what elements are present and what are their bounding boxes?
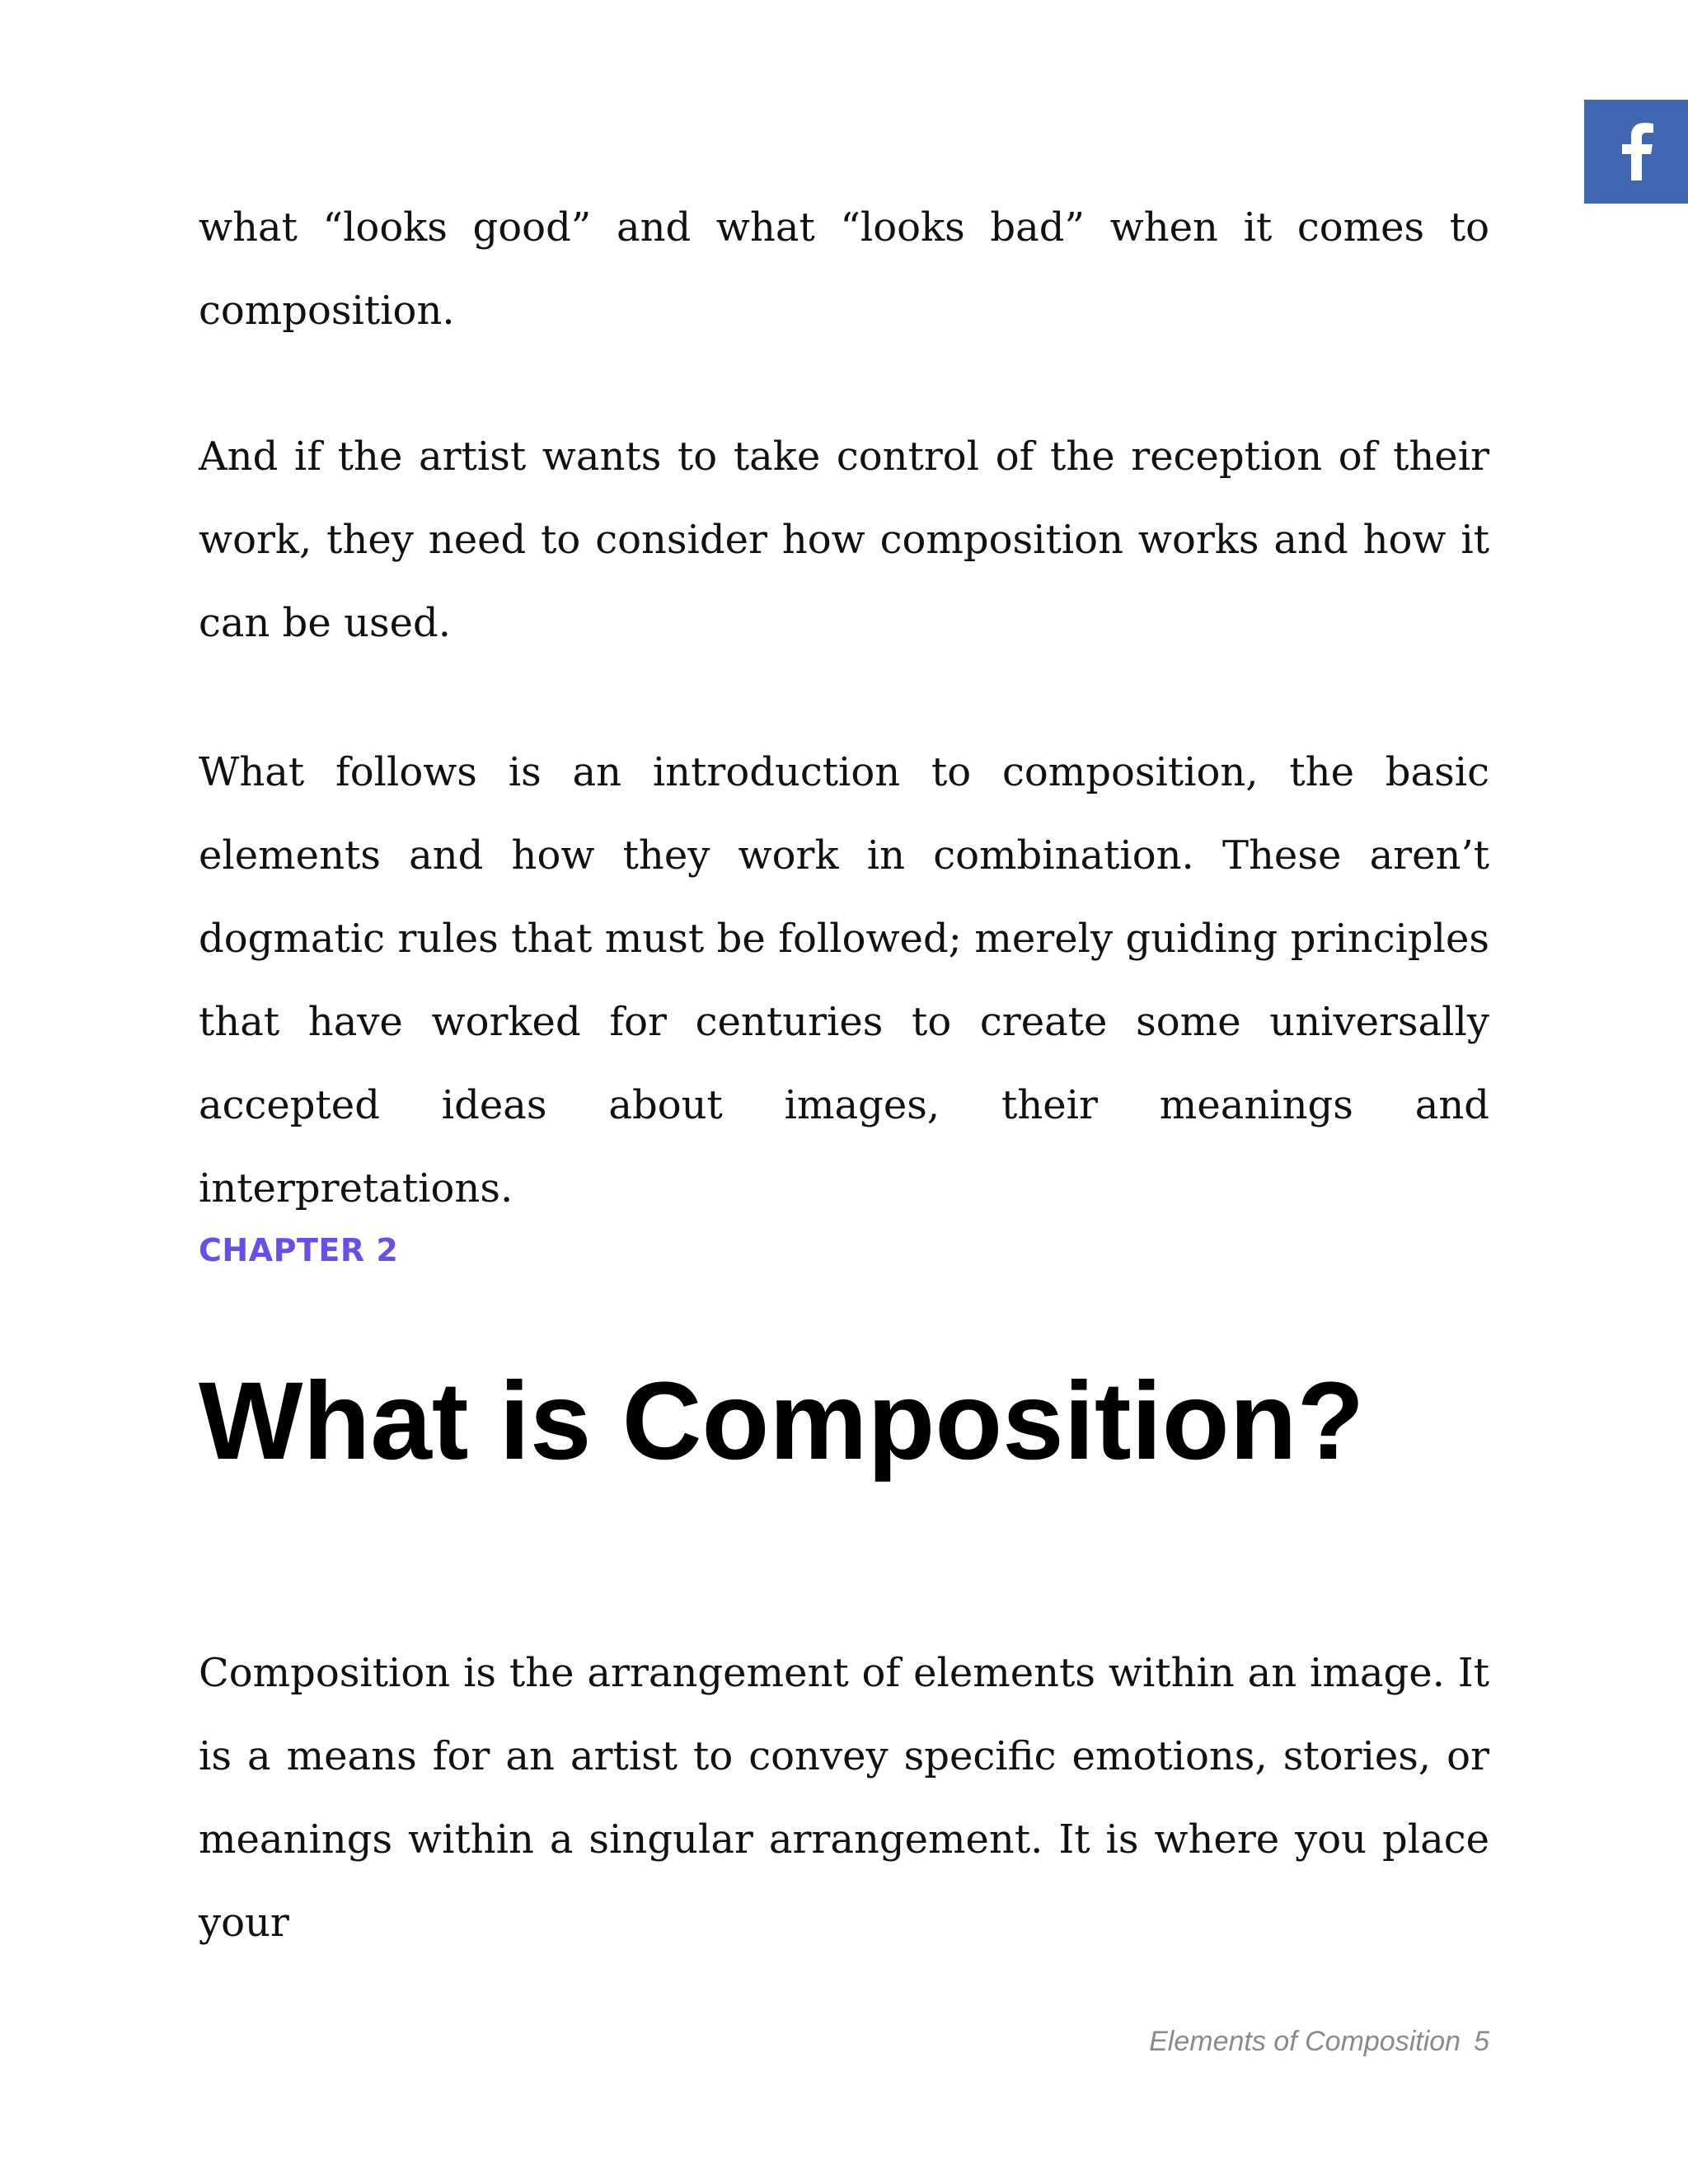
- body-paragraph: What follows is an introduction to composition, the basic elements and how they work in combination. These aren’t dogmatic rules that must be followed; merely guiding principles that have worked for centuries to create some universally accepted ideas about images, their meanings and interpretations.: [199, 749, 1489, 1212]
- body-paragraph: Composition is the arrangement of elements within an image. It is a means for an artist to convey specific emotions, stories, or meanings within a singular arrangement. It is where you place your: [199, 1650, 1489, 1946]
- page-footer: [1149, 2026, 1489, 2058]
- body-paragraph: And if the artist wants to take control of the reception of their work, they need to consider how composition works and how it can be used.: [199, 434, 1489, 646]
- body-paragraph: what “looks good” and what “looks bad” when it comes to composition.: [199, 204, 1489, 334]
- footer-book-title: Elements of Composition: [1149, 2026, 1461, 2057]
- page-number: 5: [1474, 2026, 1489, 2057]
- facebook-share-button[interactable]: [1584, 100, 1688, 204]
- chapter-label: CHAPTER 2: [199, 1232, 399, 1268]
- chapter-title: What is Composition?: [199, 1360, 1365, 1483]
- facebook-icon: [1617, 123, 1655, 180]
